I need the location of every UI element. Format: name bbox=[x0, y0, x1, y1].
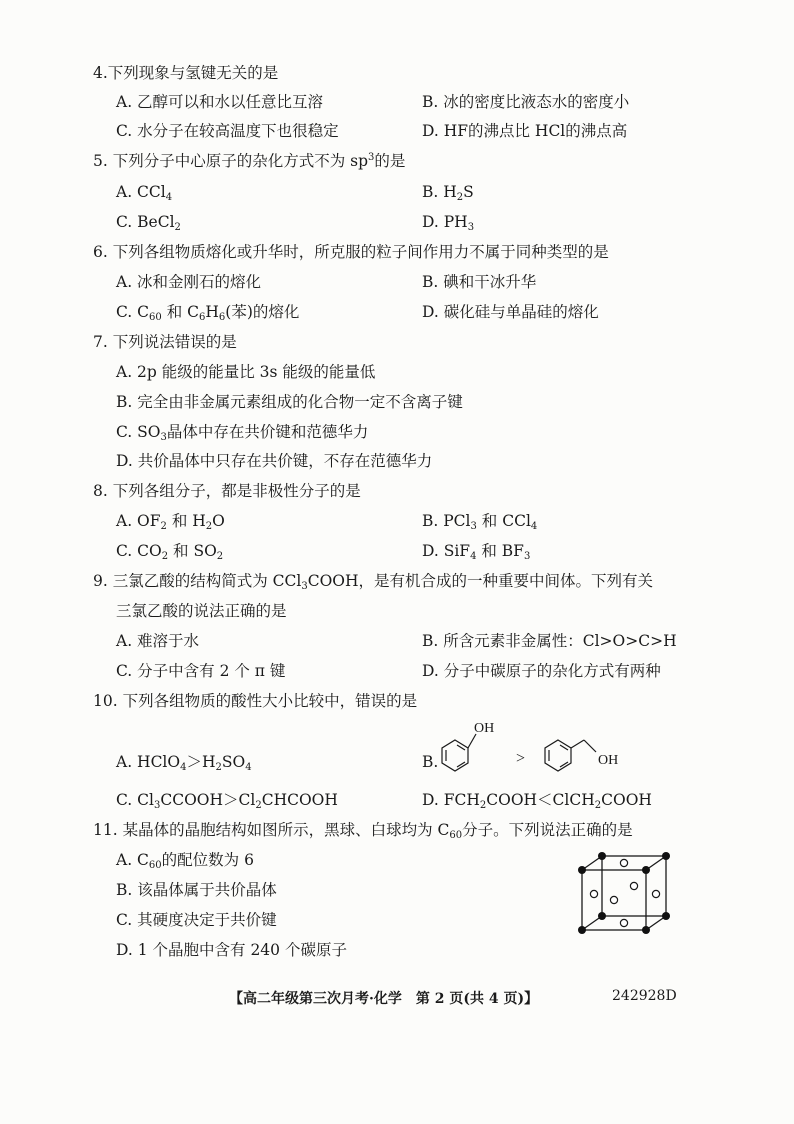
question-11-stem: 11. 某晶体的晶胞结构如图所示，黑球、白球均为 $C_{60}$分子。下列说法正确的是 bbox=[93, 821, 633, 841]
question-6-stem: 6. 下列各组物质熔化或升华时，所克服的粒子间作用力不属于同种类型的是 bbox=[93, 243, 609, 261]
question-10-option-d: D. $FCH_2COOH<ClCH_2COOH$ bbox=[422, 791, 652, 811]
question-4-option-c: C. 水分子在较高温度下也很稳定 bbox=[116, 122, 339, 140]
question-4-option-d: D. HF的沸点比 HCl的沸点高 bbox=[422, 122, 628, 140]
question-10-option-b-label: B. bbox=[422, 753, 439, 771]
question-11-option-b: B. 该晶体属于共价晶体 bbox=[116, 881, 277, 899]
question-10-option-c: C. $Cl_3CCOOH>Cl_2CHCOOH$ bbox=[116, 791, 338, 811]
question-7-stem: 7. 下列说法错误的是 bbox=[93, 333, 237, 351]
page-footer-title: 【高二年级第三次月考·化学 第 2 页(共 4 页)】 bbox=[229, 991, 539, 1007]
question-5-option-c: C. BeCl$_2$ bbox=[116, 213, 181, 233]
question-9-stem-line2: 三氯乙酸的说法正确的是 bbox=[116, 602, 287, 620]
benzyl-oh-label: OH bbox=[598, 753, 619, 768]
question-5-option-a: A. CCl$_4$ bbox=[116, 183, 173, 203]
question-7-option-b: B. 完全由非金属元素组成的化合物一定不含离子键 bbox=[116, 393, 463, 411]
question-8-option-c: C. $CO_2$ 和 $SO_2$ bbox=[116, 542, 224, 562]
question-8-stem: 8. 下列各组分子，都是非极性分子的是 bbox=[93, 482, 361, 500]
question-7-option-a: A. 2p 能级的能量比 3s 能级的能量低 bbox=[116, 363, 376, 381]
question-9-option-b: B. 所含元素非金属性：Cl>O>C>H bbox=[422, 632, 677, 650]
question-4-option-b: B. 冰的密度比液态水的密度小 bbox=[422, 93, 630, 111]
question-7-option-c: C. $SO_3$晶体中存在共价键和范德华力 bbox=[116, 423, 369, 443]
question-9-stem: 9. 三氯乙酸的结构简式为 CCl$_3$COOH，是有机合成的一种重要中间体。下列有关 bbox=[93, 572, 653, 592]
benzyl-alcohol-structure bbox=[545, 740, 596, 771]
question-5-option-d: D. $PH_3$ bbox=[422, 213, 475, 233]
question-8-option-d: D. SiF$_4$ 和 $BF_3$ bbox=[422, 542, 531, 562]
question-9-option-c: C. 分子中含有 2 个 π 键 bbox=[116, 662, 286, 680]
unit-cell-diagram bbox=[574, 850, 678, 940]
question-6-option-d: D. 碳化硅与单晶硅的熔化 bbox=[422, 303, 599, 321]
question-4-option-a: A. 乙醇可以和水以任意比互溶 bbox=[116, 93, 324, 111]
question-4-stem: 4.下列现象与氢键无关的是 bbox=[93, 64, 279, 82]
question-10-stem: 10. 下列各组物质的酸性大小比较中，错误的是 bbox=[93, 692, 418, 710]
question-5-option-b: B. $H_2S$ bbox=[422, 183, 474, 203]
question-11-option-a: A. $C_{60}$的配位数为 6 bbox=[116, 851, 254, 871]
phenol-structure bbox=[442, 734, 476, 771]
question-9-option-a: A. 难溶于水 bbox=[116, 632, 200, 650]
question-7-option-d: D. 共价晶体中只存在共价键，不存在范德华力 bbox=[116, 452, 433, 470]
question-11-option-c: C. 其硬度决定于共价键 bbox=[116, 911, 277, 929]
question-8-option-b: B. PCl$_3$ 和 CCl$_4$ bbox=[422, 512, 538, 532]
question-6-option-b: B. 碘和干冰升华 bbox=[422, 273, 537, 291]
question-5-stem: 5. 下列分子中心原子的杂化方式不为 $sp^3$的是 bbox=[93, 152, 406, 170]
question-6-option-a: A. 冰和金刚石的熔化 bbox=[116, 273, 262, 291]
question-10-option-a: A. $HClO_4>H_2SO_4$ bbox=[116, 753, 252, 773]
question-6-option-c: C. $C_{60}$ 和 $C_6H_6$(苯)的熔化 bbox=[116, 303, 300, 323]
page-footer-code: 242928D bbox=[612, 988, 677, 1004]
question-8-option-a: A. $OF_2$ 和 $H_2O$ bbox=[116, 512, 225, 532]
question-10-option-b-structures bbox=[430, 718, 630, 782]
question-11-option-d: D. 1 个晶胞中含有 240 个碳原子 bbox=[116, 941, 347, 959]
phenol-oh-label: OH bbox=[474, 721, 495, 736]
question-9-option-d: D. 分子中碳原子的杂化方式有两种 bbox=[422, 662, 661, 680]
greater-than-sign: > bbox=[516, 750, 526, 767]
